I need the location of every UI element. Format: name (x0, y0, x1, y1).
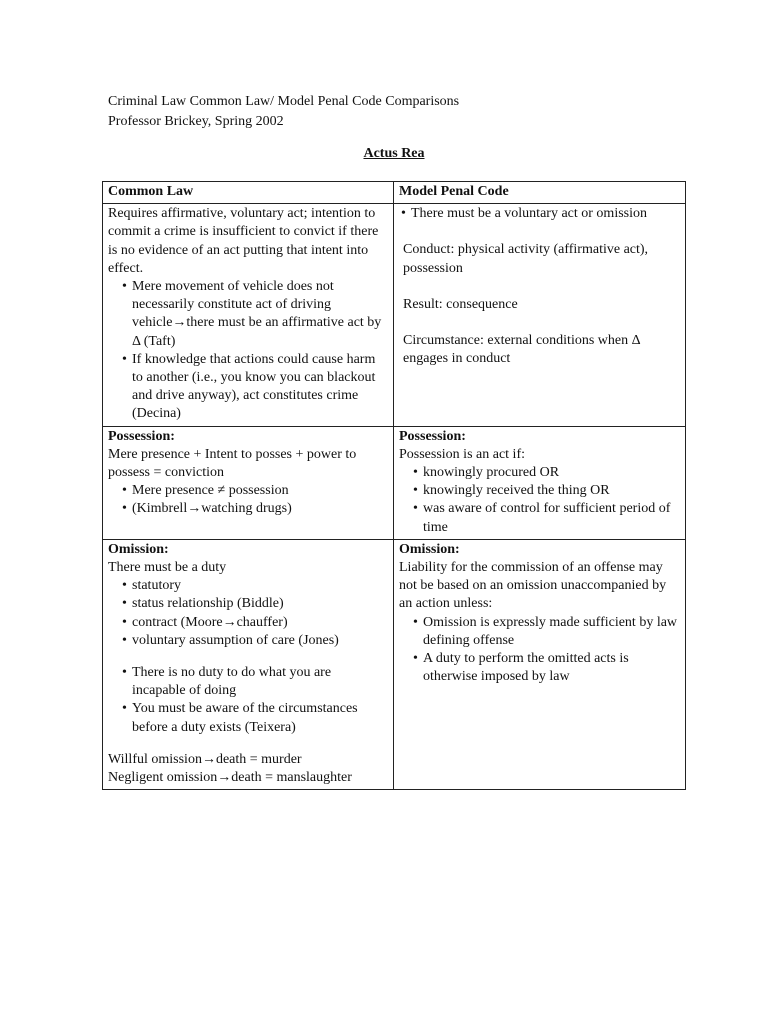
actus-mpc-cell (394, 204, 686, 426)
possession-cl-list (108, 482, 388, 518)
possession-mpc-cell (394, 426, 686, 539)
omission-mpc-list (399, 614, 680, 687)
list-item: • A duty to perform the omitted acts is otherwise imposed by law (415, 650, 680, 686)
possession-mpc-text: Possession is an act if: (399, 446, 525, 462)
list-item: • statutory (124, 577, 388, 595)
comparison-table (102, 181, 686, 790)
omission-row (103, 539, 686, 789)
list-item: • There must be a voluntary act or omission (403, 205, 680, 223)
list-item: • status relationship (Biddle) (124, 595, 388, 613)
list-item: • knowingly received the thing OR (415, 482, 680, 500)
actus-cl-intro: Requires affirmative, voluntary act; intention to commit a crime is insufficient to convict if there is no evidence of an act putting that intent into effect. (108, 206, 379, 276)
omission-cl-duty-list (108, 577, 388, 650)
document-subtitle: Professor Brickey, Spring 2002 (108, 114, 284, 129)
possession-cl-heading: Possession: (108, 428, 175, 444)
list-item: • was aware of control for sufficient period of time (415, 500, 680, 536)
document-header (108, 92, 459, 132)
actus-common-law-cell (103, 204, 394, 426)
model-penal-code-header: Model Penal Code (394, 182, 686, 204)
omission-cl-heading: Omission: (108, 541, 169, 557)
list-item: • voluntary assumption of care (Jones) (124, 632, 388, 650)
list-item: • Mere presence ≠ possession (124, 482, 388, 500)
list-item: • You must be aware of the circumstances before a duty exists (Teixera) (124, 700, 388, 736)
list-item: • knowingly procured OR (415, 464, 680, 482)
mpc-circumstance-text: Circumstance: external conditions when Δ engages in conduct (403, 333, 640, 367)
list-item: • Mere movement of vehicle does not necessarily constitute act of driving vehicle→there must be an affirmative act by Δ (Taft) (124, 278, 388, 351)
list-item: • contract (Moore→chauffer) (124, 614, 388, 632)
mpc-conduct-text: Conduct: physical activity (affirmative act), possession (403, 242, 649, 276)
actus-mpc-list (399, 205, 680, 223)
section-title: Actus Rea (363, 146, 425, 161)
list-item: • There is no duty to do what you are incapable of doing (124, 664, 388, 700)
common-law-header: Common Law (103, 182, 394, 204)
possession-common-law-cell (103, 426, 394, 539)
omission-mpc-text: Liability for the commission of an offense may not be based on an omission unaccompanied by an action unless: (399, 560, 667, 612)
mpc-result-text: Result: consequence (403, 296, 518, 312)
table-header-row (103, 182, 686, 204)
list-item: • (Kimbrell→watching drugs) (124, 500, 388, 518)
negligent-omission-text: Negligent omission→death = manslaughter (108, 770, 352, 786)
list-item: • If knowledge that actions could cause harm to another (i.e., you know you can blackout and drive anyway), act constitutes crime (Decina) (124, 351, 388, 424)
possession-row (103, 426, 686, 539)
omission-mpc-heading: Omission: (399, 541, 460, 557)
possession-mpc-list (399, 464, 680, 537)
willful-omission-text: Willful omission→death = murder (108, 751, 302, 767)
actus-cl-list (108, 278, 388, 424)
omission-common-law-cell (103, 539, 394, 789)
document-title: Criminal Law Common Law/ Model Penal Code Comparisons (108, 94, 460, 109)
actus-row (103, 204, 686, 426)
possession-cl-text: Mere presence + Intent to posses + power to possess = conviction (108, 446, 357, 481)
omission-cl-limits-list (108, 664, 388, 737)
possession-mpc-heading: Possession: (399, 428, 466, 444)
omission-cl-text: There must be a duty (108, 560, 227, 576)
list-item: • Omission is expressly made sufficient by law defining offense (415, 614, 680, 650)
omission-mpc-cell (394, 539, 686, 789)
